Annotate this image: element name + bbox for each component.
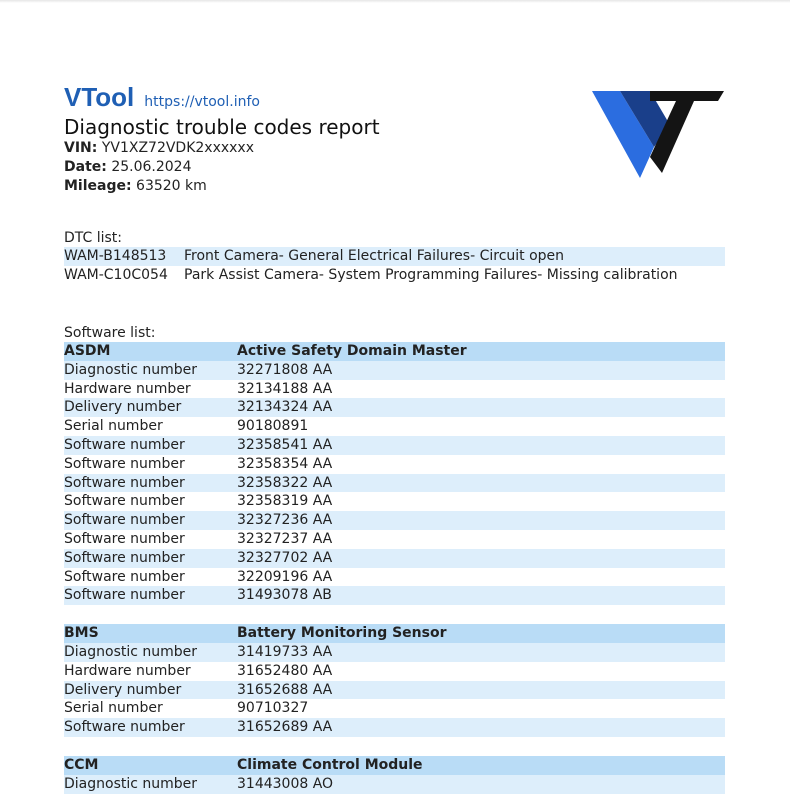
report-header [64,82,380,196]
brand-url-link[interactable]: https://vtool.info [144,94,260,110]
dtc-row [64,266,725,285]
table-row [64,398,725,417]
module-name: Battery Monitoring Sensor [237,625,447,642]
table-row [64,380,725,399]
date-line [64,158,380,177]
row-value: 31652480 AA [237,662,333,679]
dtc-code: WAM-C10C054 [64,266,168,283]
table-row [64,699,725,718]
table-row [64,681,725,700]
row-value: 31443008 AO [237,775,334,792]
table-row [64,530,725,549]
row-label: Software number [64,474,185,491]
mileage-label: Mileage: [64,178,132,194]
dtc-description: Park Assist Camera- System Programming Failures- Missing calibration [184,266,678,283]
row-value: 32358541 AA [237,436,333,453]
table-row [64,474,725,493]
table-row [64,436,725,455]
row-label: Delivery number [64,399,182,416]
row-value: 90710327 [237,700,309,717]
top-shadow [0,0,790,3]
row-label: Diagnostic number [64,643,198,660]
dtc-section [64,229,725,285]
dtc-row [64,247,725,266]
module-name: Active Safety Domain Master [237,343,467,359]
row-value: 31652689 AA [237,719,333,736]
module-code: ASDM [64,343,111,359]
row-label: Software number [64,530,185,547]
row-label: Software number [64,587,185,604]
vin-value: YV1XZ72VDK2xxxxxx [101,140,255,156]
row-value: 32358322 AA [237,474,333,491]
dtc-code: WAM-B148513 [64,248,167,264]
table-row [64,662,725,681]
row-value: 31493078 AB [237,587,332,604]
date-label: Date: [64,159,107,175]
brand-line [64,82,380,113]
module-header-bms [64,624,725,643]
table-row [64,568,725,587]
vin-label: VIN: [64,140,98,156]
module-spacer [64,737,725,756]
vin-line [64,139,380,158]
row-label: Hardware number [64,380,191,397]
row-value: 32358319 AA [237,493,333,510]
table-row [64,718,725,737]
row-value: 90180891 [237,418,309,435]
row-label: Software number [64,568,185,585]
row-value: 32327236 AA [237,512,333,529]
dtc-description: Front Camera- General Electrical Failures- Circuit open [184,248,565,264]
row-label: Diagnostic number [64,775,198,792]
mileage-line [64,177,380,196]
brand-name: VTool [64,82,135,112]
row-label: Serial number [64,418,163,435]
row-label: Delivery number [64,681,182,698]
row-label: Serial number [64,700,163,717]
row-value: 32358354 AA [237,455,333,472]
row-label: Diagnostic number [64,361,198,378]
table-row [64,549,725,568]
row-value: 32327702 AA [237,549,333,566]
table-row [64,586,725,605]
row-label: Software number [64,549,185,566]
dtc-list-label: DTC list: [64,230,123,246]
row-label: Software number [64,455,185,472]
module-name: Climate Control Module [237,756,423,773]
table-row [64,511,725,530]
module-code: CCM [64,756,99,773]
row-label: Software number [64,719,185,736]
software-section [64,324,725,794]
software-list-label: Software list: [64,325,156,341]
vtool-logo-icon [592,91,724,180]
row-value: 32134324 AA [237,399,333,416]
module-header-ccm [64,756,725,775]
module-header-asdm [64,342,725,361]
row-value: 31652688 AA [237,681,333,698]
module-code: BMS [64,625,99,642]
row-label: Hardware number [64,662,191,679]
report-title: Diagnostic trouble codes report [64,115,380,139]
row-label: Software number [64,436,185,453]
row-value: 32209196 AA [237,568,333,585]
row-value: 31419733 AA [237,643,333,660]
table-row [64,361,725,380]
row-label: Software number [64,512,185,529]
row-value: 32271808 AA [237,361,333,378]
mileage-value: 63520 km [136,178,207,194]
module-spacer [64,605,725,624]
row-value: 32134188 AA [237,380,333,397]
date-value: 25.06.2024 [111,159,192,175]
table-row [64,643,725,662]
table-row [64,417,725,436]
table-row [64,492,725,511]
row-label: Software number [64,493,185,510]
table-row [64,455,725,474]
row-value: 32327237 AA [237,530,333,547]
